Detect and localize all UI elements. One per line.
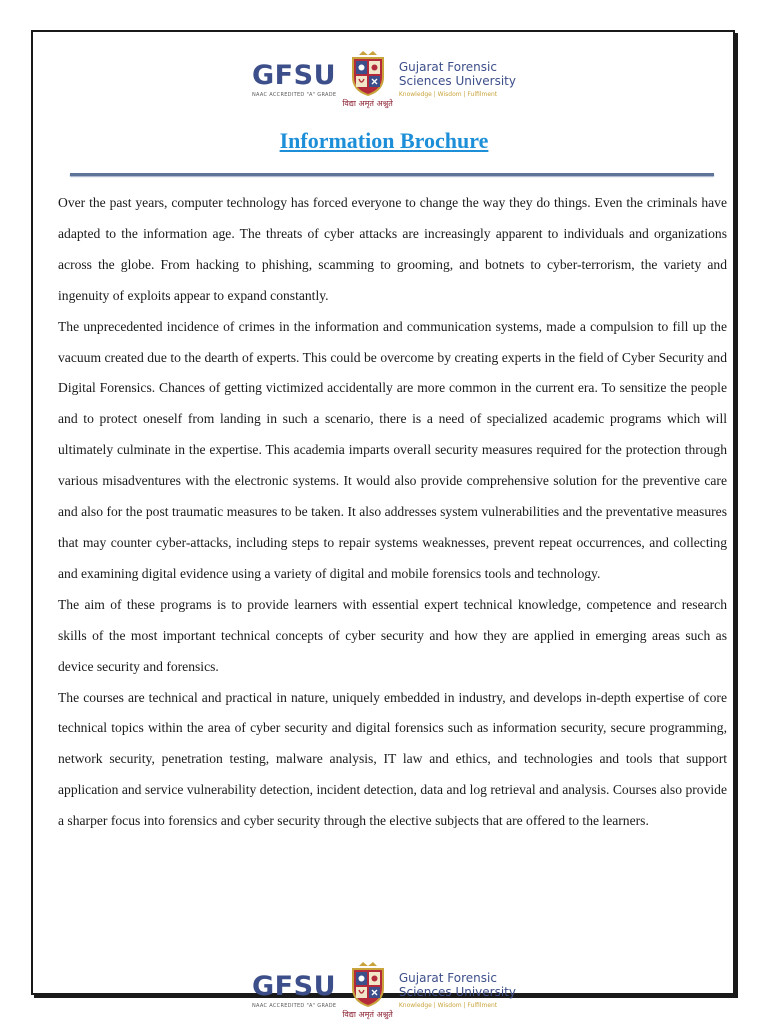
university-name-line2: Sciences University xyxy=(398,74,516,88)
crest-motto: विद्या अमृतं अश्नुते xyxy=(342,1010,393,1019)
footer-logo xyxy=(0,957,768,1025)
university-name-line2: Sciences University xyxy=(398,985,516,999)
university-crest-icon xyxy=(349,51,387,97)
title-divider xyxy=(70,173,714,176)
university-name-line1: Gujarat Forensic xyxy=(398,971,497,985)
crest-motto: विद्या अमृतं अश्नुते xyxy=(342,99,393,108)
brochure-body xyxy=(58,188,727,837)
paragraph-need: The unprecedented incidence of crimes in the information and communication systems, made a compulsion to fill up the vacuum created due to the dearth of experts. This could be overcome by creating experts in the field of Cyber Security and Digital Forensics. Chances of getting victimized accidentally are more common in the current era. To sensitize the people and to protect oneself from landing in such a scenario, there is a need of specialized academic programs which will ultimately culminate in the expertise. This academia imparts overall security measures required for the protection through various misadventures with the electronic systems. It would also provide comprehensive solution for the preventive care and also for the post traumatic measures to be taken. It also addresses system vulnerabilities and the preventative measures that may counter cyber-attacks, including steps to repair systems weaknesses, prevent repeat occurrences, and collecting and examining digital evidence using a variety of digital and mobile forensics tools and technology. xyxy=(58,318,727,581)
university-tagline: Knowledge | Wisdom | Fulfilment xyxy=(398,1002,498,1009)
university-tagline: Knowledge | Wisdom | Fulfilment xyxy=(398,91,498,98)
university-name-line1: Gujarat Forensic xyxy=(398,60,497,74)
university-crest-icon xyxy=(349,962,387,1008)
paragraph-courses: The courses are technical and practical in nature, uniquely embedded in industry, and develops in-depth expertise of core technical topics within the area of cyber security and digital forensics such as information security, secure programming, network security, penetration testing, malware analysis, IT law and ethics, and technologies and tools that support application and service vulnerability detection, incident detection, data and log retrieval and analysis. Courses also provide a sharper focus into forensics and cyber security through the elective subjects that are offered to the learners. xyxy=(58,689,727,829)
paragraph-aim: The aim of these programs is to provide learners with essential expert technical knowledge, competence and research skills of the most important technical concepts of cyber security and how they are applied in emerging areas such as device security and forensics. xyxy=(58,596,727,674)
logo-accreditation: NAAC ACCREDITED "A" GRADE xyxy=(252,1003,337,1009)
logo-accreditation: NAAC ACCREDITED "A" GRADE xyxy=(252,92,337,98)
header-logo xyxy=(0,44,768,116)
paragraph-intro: Over the past years, computer technology has forced everyone to change the way they do things. Even the criminals have adapted to the information age. The threats of cyber attacks are increasingly apparent to individuals and organizations across the globe. From hacking to phishing, scamming to grooming, and botnets to cyber-terrorism, the variety and ingenuity of exploits appear to expand constantly. xyxy=(58,195,727,303)
page-title: Information Brochure xyxy=(279,128,489,153)
logo-abbreviation: GFSU xyxy=(252,971,336,1002)
logo-abbreviation: GFSU xyxy=(252,60,336,91)
